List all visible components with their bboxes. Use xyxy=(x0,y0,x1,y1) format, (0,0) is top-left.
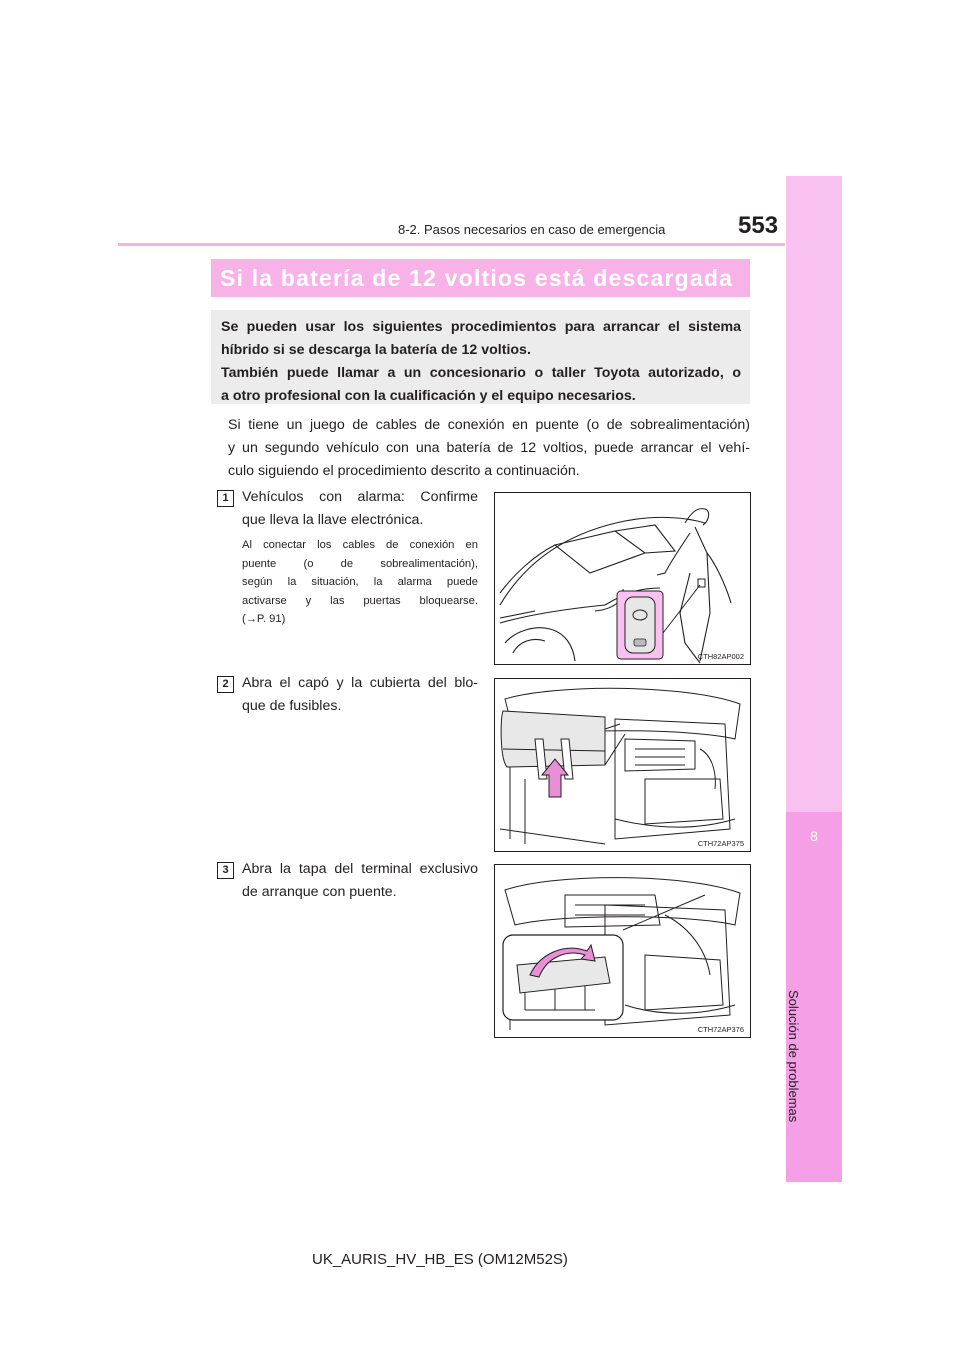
image-code: CTH72AP376 xyxy=(697,1025,744,1034)
note-line: activarse y las puertas bloquearse. xyxy=(242,594,478,607)
section-title: Si la batería de 12 voltios está descargada xyxy=(211,259,750,297)
step-note xyxy=(242,536,478,629)
header-section-title: 8-2. Pasos necesarios en caso de emergencia xyxy=(398,222,666,237)
intro-line: Se pueden usar los siguientes procedimientos para arrancar el sistema xyxy=(221,319,741,335)
header-divider xyxy=(118,243,785,246)
note-line: puente (o de sobrealimentación), xyxy=(242,557,478,570)
body-line: culo siguiendo el procedimiento descrito a continuación. xyxy=(228,463,580,479)
footer-manual-code: UK_AURIS_HV_HB_ES (OM12M52S) xyxy=(312,1251,568,1268)
page-number: 553 xyxy=(738,212,779,239)
step-line: Abra el capó y la cubierta del blo- xyxy=(242,675,478,691)
car-key-drawing xyxy=(495,493,750,664)
chapter-number: 8 xyxy=(810,828,818,844)
step-number-box: 2 xyxy=(217,676,234,693)
step-line: que lleva la llave electrónica. xyxy=(242,512,424,528)
note-line: según la situación, la alarma puede xyxy=(242,576,478,589)
illustration-electronic-key xyxy=(494,492,751,665)
step-line: Abra la tapa del terminal exclusivo xyxy=(242,861,478,877)
image-code: CTH82AP002 xyxy=(697,652,744,661)
illustration-hood-fuse-box xyxy=(494,678,751,852)
intro-line: a otro profesional con la cualificación y el equipo necesarios. xyxy=(221,388,636,404)
note-line: (→P. 91) xyxy=(242,613,286,626)
step-line: Vehículos con alarma: Confirme xyxy=(242,489,478,505)
chapter-title: Solución de problemas xyxy=(786,990,801,1123)
intro-box xyxy=(211,310,750,404)
step-line: de arranque con puente. xyxy=(242,884,397,900)
engine-terminal-drawing xyxy=(495,865,750,1037)
step-number-box: 3 xyxy=(217,862,234,879)
step-instruction xyxy=(242,486,478,532)
intro-line: También puede llamar a un concesionario o taller Toyota autorizado, o xyxy=(221,365,741,381)
image-code: CTH72AP375 xyxy=(697,839,744,848)
body-line: y un segundo vehículo con una batería de 12 voltios, puede arrancar el vehí- xyxy=(228,440,750,456)
step-number-box: 1 xyxy=(217,490,234,507)
step-line: que de fusibles. xyxy=(242,698,342,714)
engine-bay-drawing xyxy=(495,679,750,851)
step-instruction xyxy=(242,672,478,718)
note-line: Al conectar los cables de conexión en xyxy=(242,539,478,551)
intro-line: híbrido si se descarga la batería de 12 voltios. xyxy=(221,342,531,358)
body-line: Si tiene un juego de cables de conexión en puente (o de sobrealimentación) xyxy=(228,417,750,433)
illustration-jump-start-terminal xyxy=(494,864,751,1038)
step-instruction xyxy=(242,858,478,904)
body-paragraph xyxy=(228,414,750,483)
